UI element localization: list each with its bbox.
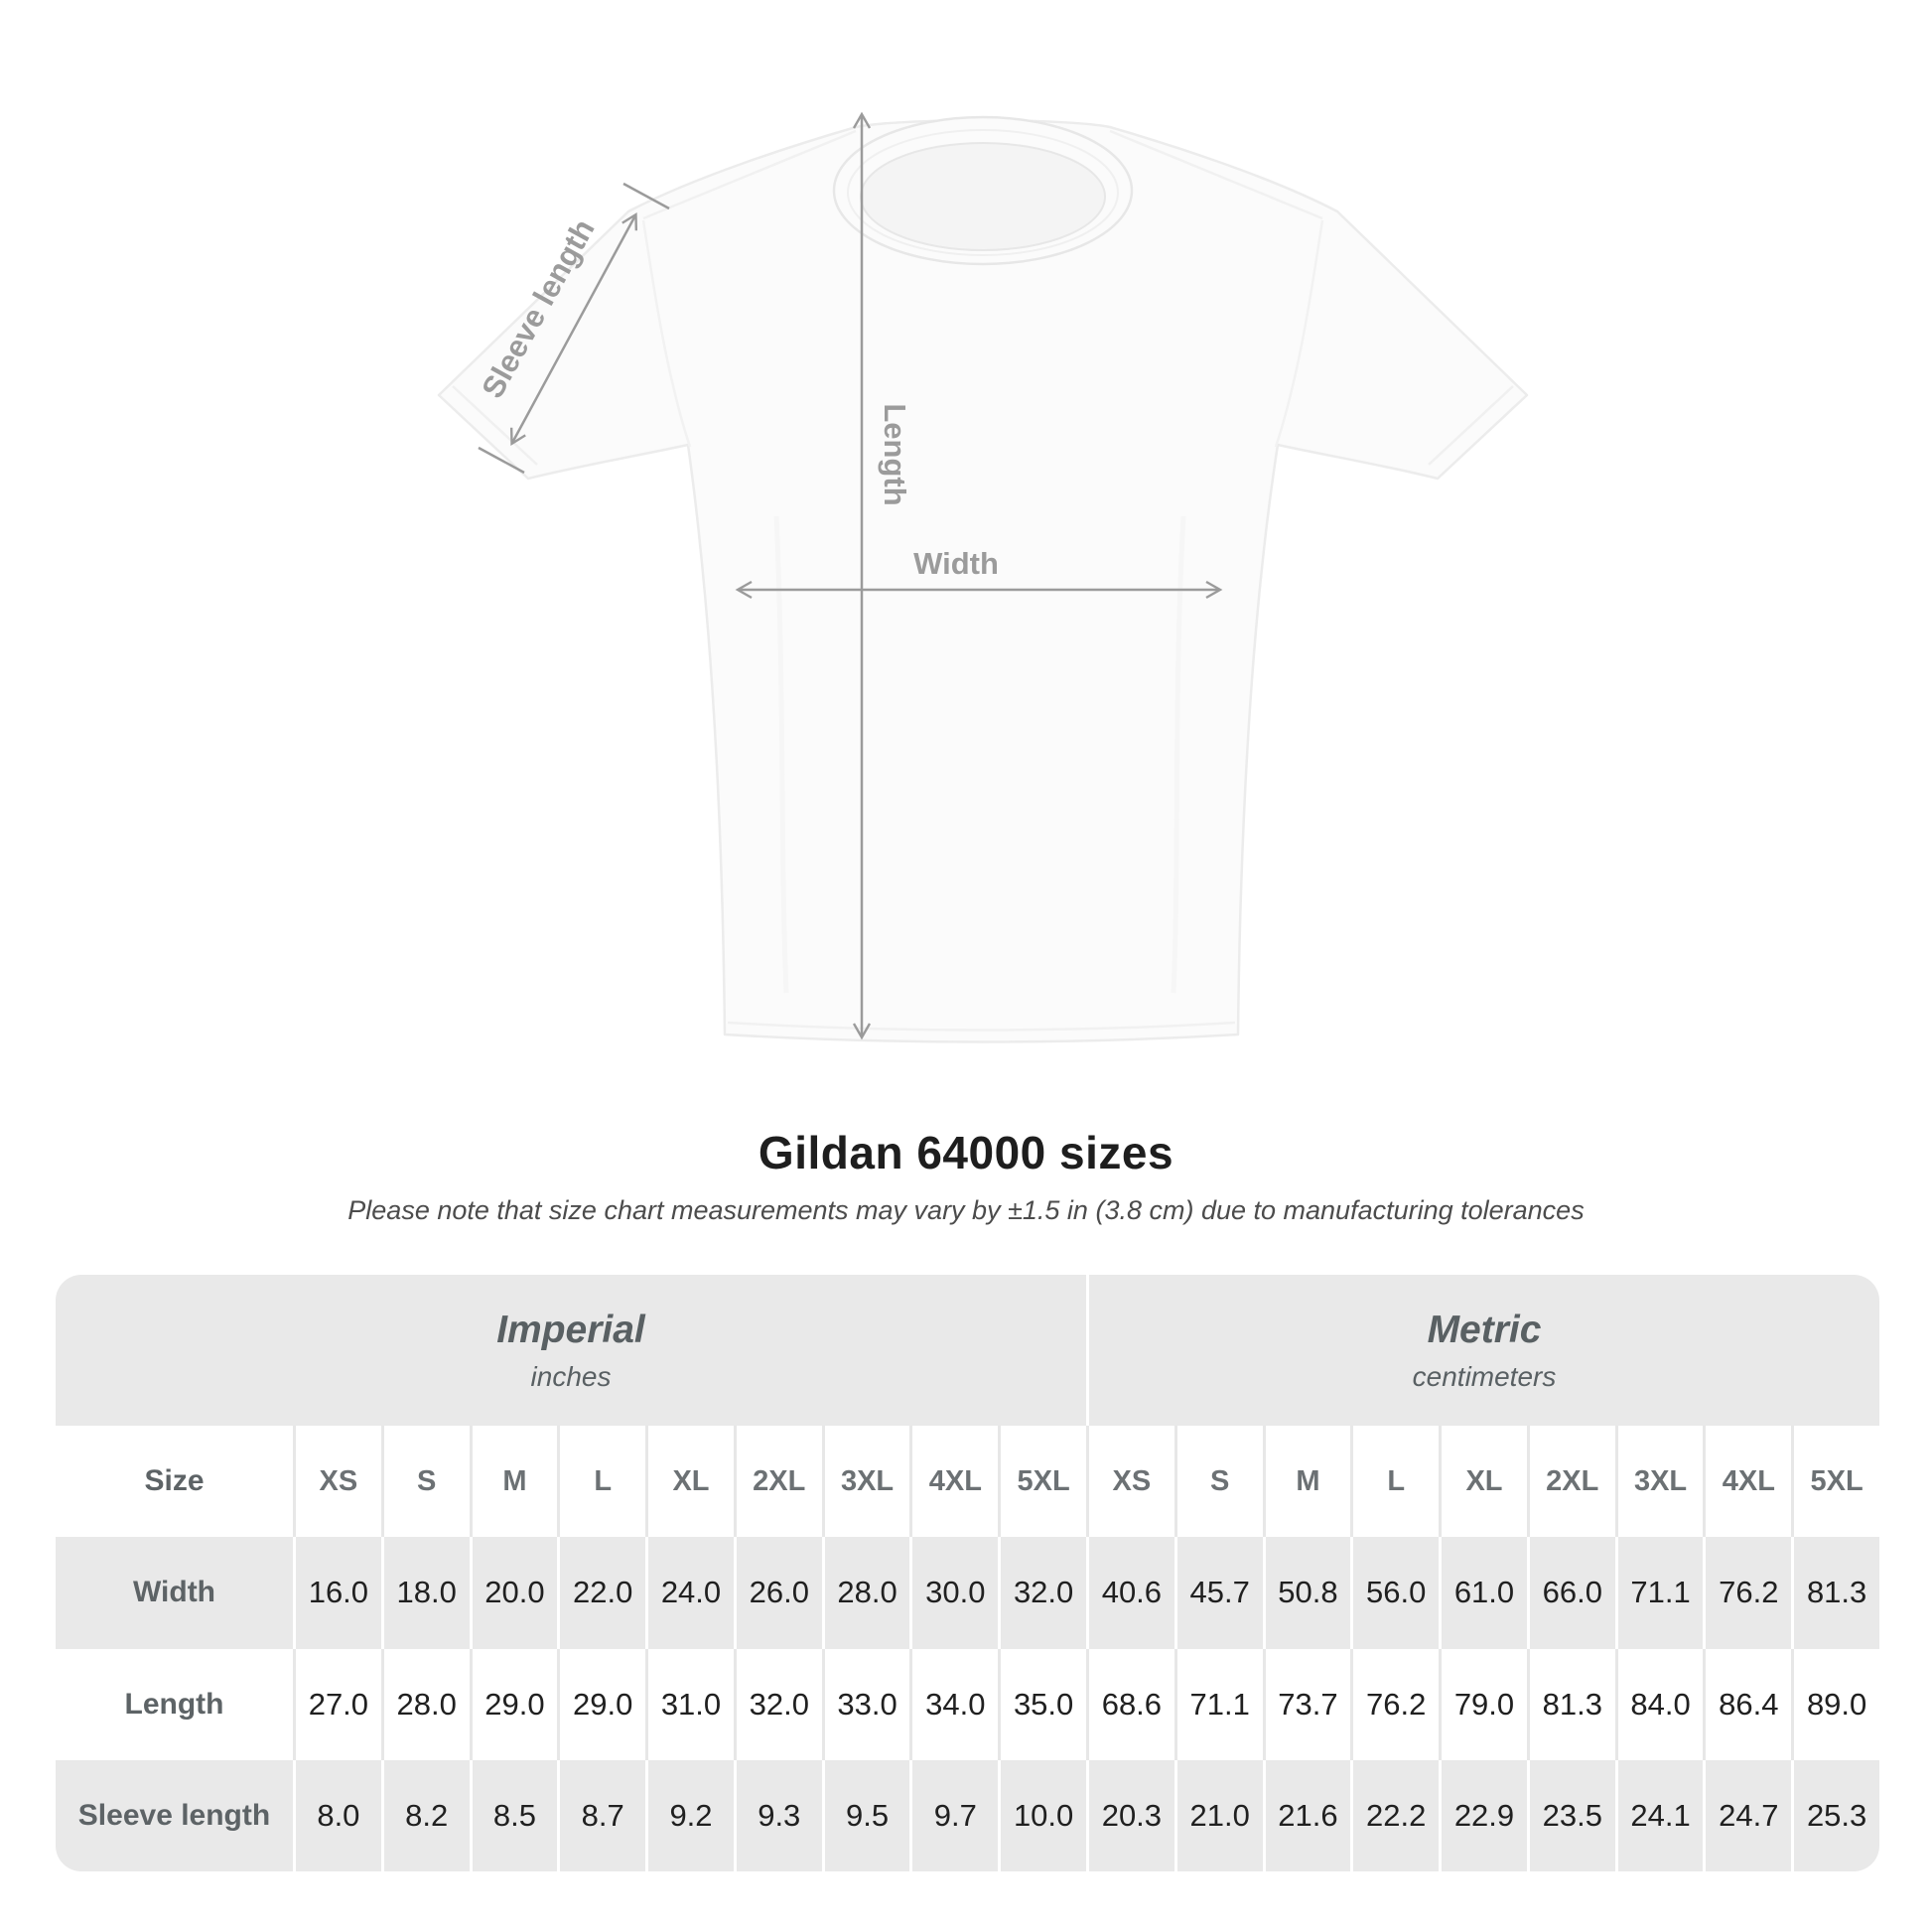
value-cell: 8.5 [470,1760,558,1871]
value-cell: 32.0 [998,1537,1086,1648]
size-header-cell: L [1350,1426,1439,1537]
value-cell: 22.0 [557,1537,645,1648]
size-header-cell: 2XL [734,1426,822,1537]
size-header-cell: S [381,1426,470,1537]
size-header-cell: 2XL [1527,1426,1615,1537]
size-header-cell: 3XL [822,1426,910,1537]
value-cell: 9.2 [645,1760,734,1871]
value-cell: 22.9 [1439,1760,1527,1871]
size-header-cell: XS [293,1426,381,1537]
value-cell: 8.7 [557,1760,645,1871]
value-cell: 10.0 [998,1760,1086,1871]
value-cell: 35.0 [998,1649,1086,1760]
value-cell: 24.7 [1703,1760,1791,1871]
size-header-cell: 5XL [998,1426,1086,1537]
imperial-group-unit: inches [530,1360,612,1392]
value-cell: 16.0 [293,1537,381,1648]
value-cell: 76.2 [1350,1649,1439,1760]
imperial-group-title: Imperial [496,1308,645,1351]
value-cell: 29.0 [470,1649,558,1760]
value-cell: 28.0 [381,1649,470,1760]
value-cell: 81.3 [1791,1537,1879,1648]
value-cell: 21.0 [1174,1760,1263,1871]
value-cell: 24.1 [1615,1760,1704,1871]
value-cell: 86.4 [1703,1649,1791,1760]
row-label-sleeve-length: Sleeve length [56,1760,293,1871]
value-cell: 61.0 [1439,1537,1527,1648]
metric-group-unit: centimeters [1412,1360,1557,1392]
size-column-header: Size [56,1426,293,1537]
value-cell: 89.0 [1791,1649,1879,1760]
value-cell: 56.0 [1350,1537,1439,1648]
value-cell: 34.0 [909,1649,998,1760]
size-header-cell: XL [645,1426,734,1537]
value-cell: 21.6 [1263,1760,1351,1871]
value-cell: 68.6 [1086,1649,1174,1760]
metric-group-header [1086,1275,1879,1426]
value-cell: 29.0 [557,1649,645,1760]
value-cell: 22.2 [1350,1760,1439,1871]
value-cell: 9.5 [822,1760,910,1871]
size-header-cell: 4XL [1703,1426,1791,1537]
value-cell: 71.1 [1174,1649,1263,1760]
width-label: Width [913,546,999,581]
value-cell: 9.3 [734,1760,822,1871]
size-header-cell: L [557,1426,645,1537]
value-cell: 20.0 [470,1537,558,1648]
value-cell: 8.0 [293,1760,381,1871]
value-cell: 27.0 [293,1649,381,1760]
collar-opening [861,143,1105,250]
value-cell: 31.0 [645,1649,734,1760]
value-cell: 40.6 [1086,1537,1174,1648]
value-cell: 25.3 [1791,1760,1879,1871]
tolerance-note: Please note that size chart measurements may vary by ±1.5 in (3.8 cm) due to manufacturing tolerances [347,1195,1585,1225]
value-cell: 33.0 [822,1649,910,1760]
value-cell: 18.0 [381,1537,470,1648]
value-cell: 73.7 [1263,1649,1351,1760]
size-header-cell: S [1174,1426,1263,1537]
row-label-width: Width [56,1537,293,1648]
value-cell: 24.0 [645,1537,734,1648]
value-cell: 71.1 [1615,1537,1704,1648]
page-title: Gildan 64000 sizes [758,1127,1174,1178]
metric-group-title: Metric [1427,1308,1542,1351]
value-cell: 45.7 [1174,1537,1263,1648]
size-header-cell: M [470,1426,558,1537]
size-header-cell: 5XL [1791,1426,1879,1537]
row-label-length: Length [56,1649,293,1760]
value-cell: 23.5 [1527,1760,1615,1871]
size-header-cell: XS [1086,1426,1174,1537]
value-cell: 26.0 [734,1537,822,1648]
size-header-cell: 3XL [1615,1426,1704,1537]
value-cell: 20.3 [1086,1760,1174,1871]
value-cell: 81.3 [1527,1649,1615,1760]
value-cell: 84.0 [1615,1649,1704,1760]
size-header-cell: M [1263,1426,1351,1537]
size-header-cell: XL [1439,1426,1527,1537]
imperial-group-header [56,1275,1086,1426]
value-cell: 32.0 [734,1649,822,1760]
value-cell: 28.0 [822,1537,910,1648]
length-label: Length [877,403,912,506]
value-cell: 66.0 [1527,1537,1615,1648]
value-cell: 8.2 [381,1760,470,1871]
size-table [56,1275,1879,1871]
value-cell: 9.7 [909,1760,998,1871]
value-cell: 76.2 [1703,1537,1791,1648]
sleeve-length-label: Sleeve length [475,212,602,404]
value-cell: 79.0 [1439,1649,1527,1760]
value-cell: 50.8 [1263,1537,1351,1648]
size-header-cell: 4XL [909,1426,998,1537]
value-cell: 30.0 [909,1537,998,1648]
